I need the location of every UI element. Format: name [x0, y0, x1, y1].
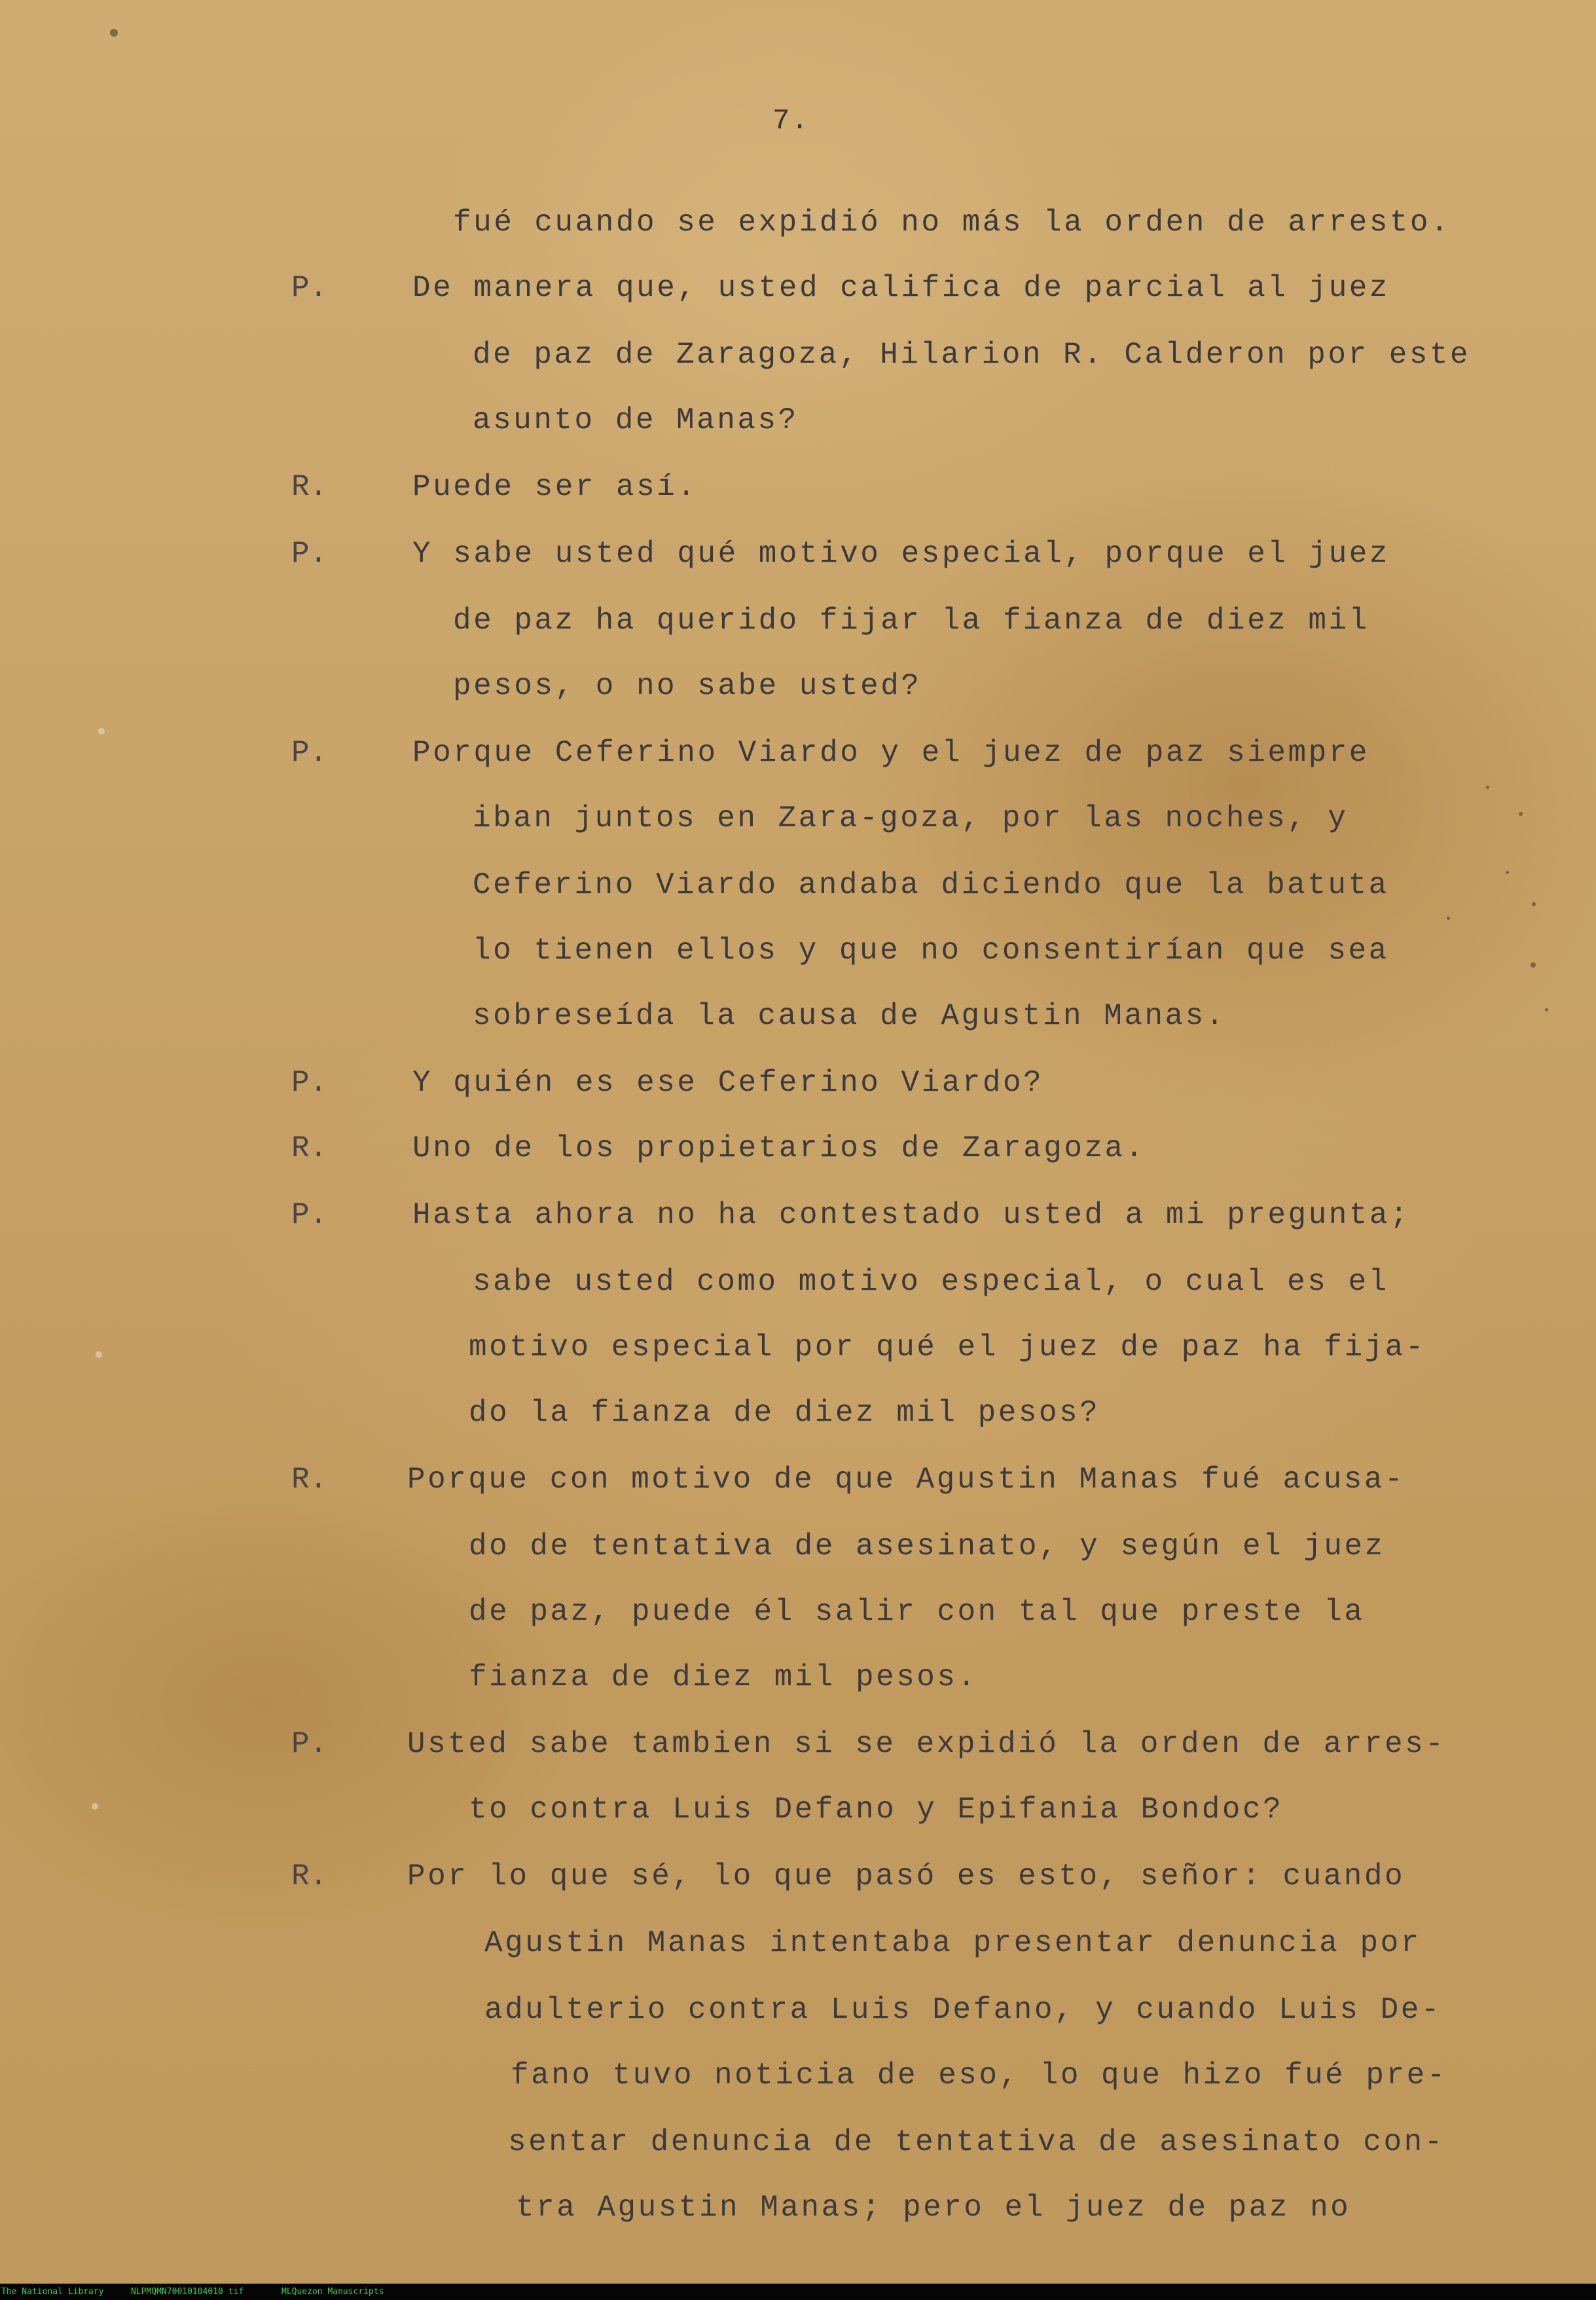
text-line: to contra Luis Defano y Epifania Bondoc? [469, 1793, 1284, 1827]
paper-speck [1506, 871, 1509, 874]
text-line: lo tienen ellos y que no consentirían que sea [473, 934, 1389, 968]
text-line: Agustin Manas intentaba presentar denuncia por [484, 1926, 1421, 1960]
text-line: asunto de Manas? [473, 403, 799, 437]
text-line: sentar denuncia de tentativa de asesinato con- [508, 2125, 1445, 2159]
footer-library: The National Library [1, 2287, 104, 2297]
speaker-label: P. [291, 271, 328, 305]
text-line: sabe usted como motivo especial, o cual es el [473, 1265, 1389, 1299]
footer-collection: MLQuezon Manuscripts [281, 2287, 384, 2297]
text-line: Uno de los propietarios de Zaragoza. [412, 1131, 1146, 1165]
paper-speck [1532, 902, 1536, 906]
text-line: fianza de diez mil pesos. [469, 1660, 978, 1694]
text-line: de paz ha querido fijar la fianza de diez mil [453, 604, 1369, 638]
footer-file-id: NLPMQMN70010104010 tif [131, 2287, 244, 2297]
paper-speck [1447, 917, 1450, 920]
text-line: fué cuando se expidió no más la orden de arresto. [453, 206, 1451, 240]
speaker-label: R. [291, 1859, 328, 1893]
paper-speck [1519, 812, 1523, 816]
text-line: Hasta ahora no ha contestado usted a mi pregunta; [412, 1198, 1411, 1232]
text-line: Y quién es ese Ceferino Viardo? [412, 1066, 1044, 1100]
speaker-label: P. [291, 1727, 328, 1761]
text-line: do la fianza de diez mil pesos? [469, 1396, 1100, 1430]
text-line: De manera que, usted califica de parcial al juez [412, 271, 1390, 305]
speaker-label: P. [291, 537, 328, 571]
text-line: adulterio contra Luis Defano, y cuando Luis De- [484, 1993, 1442, 2027]
scan-footer-bar [0, 2284, 1596, 2300]
speaker-label: P. [291, 1066, 328, 1100]
text-line: motivo especial por qué el juez de paz ha fija- [469, 1330, 1426, 1364]
paper-speck [1545, 1008, 1548, 1012]
text-line: iban juntos en Zara-goza, por las noches, y [473, 801, 1349, 835]
text-line: tra Agustin Manas; pero el juez de paz no [516, 2191, 1351, 2225]
text-line: de paz, puede él salir con tal que preste la [469, 1595, 1365, 1629]
speaker-label: P. [291, 1198, 328, 1232]
paper-speck [98, 728, 105, 735]
text-line: do de tentativa de asesinato, y según el juez [469, 1529, 1385, 1563]
text-line: sobreseída la causa de Agustin Manas. [473, 999, 1226, 1033]
text-line: Porque Ceferino Viardo y el juez de paz siempre [412, 736, 1369, 770]
speaker-label: R. [291, 1131, 328, 1165]
text-line: Por lo que sé, lo que pasó es esto, señor: cuando [407, 1859, 1406, 1893]
paper-speck [96, 1351, 102, 1358]
speaker-label: R. [291, 470, 328, 504]
paper-speck [1486, 786, 1489, 789]
text-line: pesos, o no sabe usted? [453, 669, 922, 703]
text-line: Usted sabe tambien si se expidió la orden de arres- [407, 1727, 1446, 1761]
page-number: 7. [772, 105, 810, 137]
speaker-label: P. [291, 736, 328, 770]
paper-speck [1531, 962, 1536, 968]
paper-speck [92, 1803, 98, 1810]
text-line: Porque con motivo de que Agustin Manas fué acusa- [407, 1463, 1406, 1497]
text-line: fano tuvo noticia de eso, lo que hizo fué pre- [511, 2058, 1447, 2092]
text-line: Ceferino Viardo andaba diciendo que la batuta [473, 868, 1389, 902]
speaker-label: R. [291, 1463, 328, 1497]
text-line: Y sabe usted qué motivo especial, porque el juez [412, 537, 1390, 571]
text-line: de paz de Zaragoza, Hilarion R. Calderon por este [473, 338, 1471, 372]
text-line: Puede ser así. [412, 470, 698, 504]
paper-speck [110, 29, 118, 37]
